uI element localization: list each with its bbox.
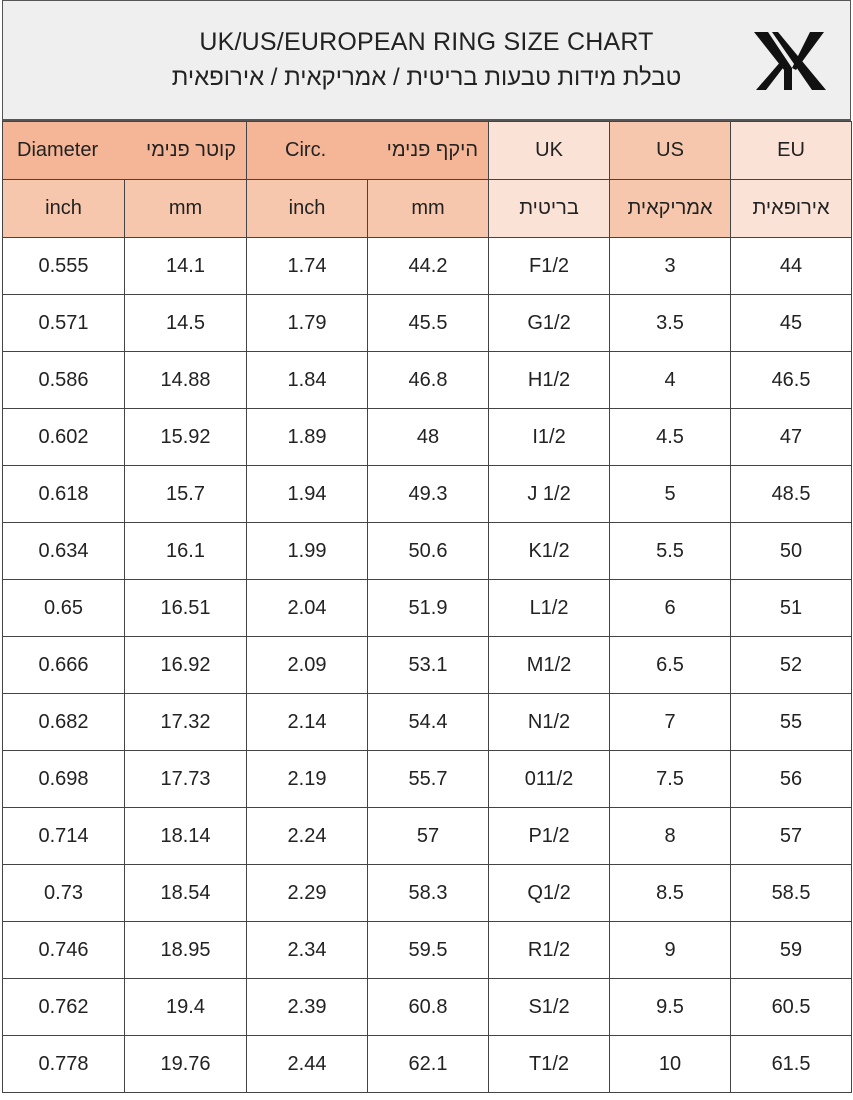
diameter-inch-cell: 0.778 [3, 1036, 125, 1093]
circ-label-he: היקף פנימי [386, 139, 479, 161]
diameter-mm-header: mm [125, 180, 247, 238]
circ-mm-cell: 45.5 [368, 295, 489, 352]
uk-header-he: בריטית [489, 180, 610, 238]
uk-size-cell: R1/2 [489, 922, 610, 979]
circ-inch-cell: 2.19 [247, 751, 368, 808]
table-row [3, 295, 852, 352]
eu-size-cell: 51 [731, 580, 852, 637]
circ-mm-cell: 55.7 [368, 751, 489, 808]
diameter-inch-cell: 0.571 [3, 295, 125, 352]
table-row [3, 580, 852, 637]
uk-size-cell: 011/2 [489, 751, 610, 808]
diameter-mm-cell: 14.1 [125, 238, 247, 295]
eu-header-he: אירופאית [731, 180, 852, 238]
eu-size-cell: 50 [731, 523, 852, 580]
eu-size-cell: 57 [731, 808, 852, 865]
circ-inch-cell: 2.14 [247, 694, 368, 751]
diameter-mm-cell: 17.32 [125, 694, 247, 751]
us-size-cell: 4 [610, 352, 731, 409]
eu-size-cell: 56 [731, 751, 852, 808]
diameter-inch-cell: 0.682 [3, 694, 125, 751]
table-row [3, 865, 852, 922]
uk-size-cell: N1/2 [489, 694, 610, 751]
table-row [3, 352, 852, 409]
diameter-inch-cell: 0.65 [3, 580, 125, 637]
diameter-mm-cell: 16.92 [125, 637, 247, 694]
uk-size-cell: I1/2 [489, 409, 610, 466]
table-row [3, 922, 852, 979]
diameter-mm-cell: 15.7 [125, 466, 247, 523]
table-row [3, 808, 852, 865]
table-row [3, 979, 852, 1036]
table-row [3, 1036, 852, 1093]
eu-size-cell: 58.5 [731, 865, 852, 922]
diameter-inch-cell: 0.618 [3, 466, 125, 523]
table-row [3, 523, 852, 580]
circ-mm-cell: 49.3 [368, 466, 489, 523]
diameter-mm-cell: 14.88 [125, 352, 247, 409]
us-size-cell: 8.5 [610, 865, 731, 922]
diameter-inch-cell: 0.602 [3, 409, 125, 466]
diameter-inch-cell: 0.762 [3, 979, 125, 1036]
uk-size-cell: S1/2 [489, 979, 610, 1036]
us-header: US [610, 122, 731, 180]
circ-inch-cell: 1.79 [247, 295, 368, 352]
us-size-cell: 3.5 [610, 295, 731, 352]
eu-size-cell: 55 [731, 694, 852, 751]
eu-size-cell: 61.5 [731, 1036, 852, 1093]
diameter-inch-cell: 0.586 [3, 352, 125, 409]
us-size-cell: 3 [610, 238, 731, 295]
us-size-cell: 5 [610, 466, 731, 523]
diameter-inch-cell: 0.73 [3, 865, 125, 922]
diameter-mm-cell: 19.76 [125, 1036, 247, 1093]
circ-mm-cell: 44.2 [368, 238, 489, 295]
us-size-cell: 6.5 [610, 637, 731, 694]
us-size-cell: 4.5 [610, 409, 731, 466]
diameter-label-en: Diameter [17, 139, 99, 161]
circ-mm-cell: 54.4 [368, 694, 489, 751]
circ-mm-header: mm [368, 180, 489, 238]
uk-size-cell: P1/2 [489, 808, 610, 865]
circ-inch-cell: 1.94 [247, 466, 368, 523]
us-size-cell: 7.5 [610, 751, 731, 808]
circ-mm-cell: 46.8 [368, 352, 489, 409]
table-row [3, 409, 852, 466]
diameter-inch-cell: 0.714 [3, 808, 125, 865]
circ-mm-cell: 58.3 [368, 865, 489, 922]
circ-mm-cell: 57 [368, 808, 489, 865]
diameter-mm-cell: 16.51 [125, 580, 247, 637]
eu-size-cell: 46.5 [731, 352, 852, 409]
circ-inch-cell: 2.29 [247, 865, 368, 922]
uk-size-cell: J 1/2 [489, 466, 610, 523]
us-size-cell: 8 [610, 808, 731, 865]
uk-size-cell: G1/2 [489, 295, 610, 352]
diameter-mm-cell: 17.73 [125, 751, 247, 808]
circ-inch-header: inch [247, 180, 368, 238]
table-row [3, 466, 852, 523]
circ-inch-cell: 1.84 [247, 352, 368, 409]
uk-size-cell: Q1/2 [489, 865, 610, 922]
us-size-cell: 7 [610, 694, 731, 751]
diameter-mm-cell: 18.14 [125, 808, 247, 865]
circ-mm-cell: 53.1 [368, 637, 489, 694]
eu-size-cell: 48.5 [731, 466, 852, 523]
circ-mm-cell: 48 [368, 409, 489, 466]
uk-size-cell: F1/2 [489, 238, 610, 295]
diameter-inch-cell: 0.634 [3, 523, 125, 580]
chart-header [2, 0, 851, 121]
table-row [3, 694, 852, 751]
diameter-mm-cell: 19.4 [125, 979, 247, 1036]
title-english: UK/US/EUROPEAN RING SIZE CHART [199, 28, 654, 56]
circ-label-en: Circ. [285, 139, 327, 161]
diameter-inch-cell: 0.555 [3, 238, 125, 295]
table-row [3, 751, 852, 808]
circ-inch-cell: 2.34 [247, 922, 368, 979]
diameter-mm-cell: 14.5 [125, 295, 247, 352]
us-size-cell: 9.5 [610, 979, 731, 1036]
eu-size-cell: 44 [731, 238, 852, 295]
diameter-mm-cell: 15.92 [125, 409, 247, 466]
eu-size-cell: 60.5 [731, 979, 852, 1036]
circ-inch-cell: 1.74 [247, 238, 368, 295]
diameter-header [3, 122, 247, 180]
diameter-mm-cell: 18.95 [125, 922, 247, 979]
ring-size-table [2, 121, 852, 1093]
us-size-cell: 10 [610, 1036, 731, 1093]
eu-size-cell: 45 [731, 295, 852, 352]
circ-mm-cell: 59.5 [368, 922, 489, 979]
uk-header: UK [489, 122, 610, 180]
vx-monogram-logo-icon [752, 30, 828, 92]
us-header-he: אמריקאית [610, 180, 731, 238]
diameter-mm-cell: 16.1 [125, 523, 247, 580]
circ-inch-cell: 2.09 [247, 637, 368, 694]
diameter-label-he: קוטר פנימי [146, 139, 237, 161]
circ-inch-cell: 1.89 [247, 409, 368, 466]
diameter-inch-header: inch [3, 180, 125, 238]
circ-inch-cell: 2.39 [247, 979, 368, 1036]
uk-size-cell: L1/2 [489, 580, 610, 637]
circ-mm-cell: 62.1 [368, 1036, 489, 1093]
table-row [3, 238, 852, 295]
eu-header: EU [731, 122, 852, 180]
table-row [3, 637, 852, 694]
diameter-inch-cell: 0.698 [3, 751, 125, 808]
circ-mm-cell: 51.9 [368, 580, 489, 637]
diameter-inch-cell: 0.666 [3, 637, 125, 694]
us-size-cell: 9 [610, 922, 731, 979]
uk-size-cell: K1/2 [489, 523, 610, 580]
circ-inch-cell: 2.04 [247, 580, 368, 637]
circ-mm-cell: 50.6 [368, 523, 489, 580]
uk-size-cell: T1/2 [489, 1036, 610, 1093]
title-hebrew: טבלת מידות טבעות בריטית / אמריקאית / אירופאית [171, 64, 682, 91]
eu-size-cell: 59 [731, 922, 852, 979]
diameter-inch-cell: 0.746 [3, 922, 125, 979]
us-size-cell: 5.5 [610, 523, 731, 580]
circ-inch-cell: 2.24 [247, 808, 368, 865]
circ-inch-cell: 1.99 [247, 523, 368, 580]
uk-size-cell: H1/2 [489, 352, 610, 409]
eu-size-cell: 52 [731, 637, 852, 694]
circumference-header [247, 122, 489, 180]
diameter-mm-cell: 18.54 [125, 865, 247, 922]
eu-size-cell: 47 [731, 409, 852, 466]
circ-inch-cell: 2.44 [247, 1036, 368, 1093]
us-size-cell: 6 [610, 580, 731, 637]
circ-mm-cell: 60.8 [368, 979, 489, 1036]
uk-size-cell: M1/2 [489, 637, 610, 694]
